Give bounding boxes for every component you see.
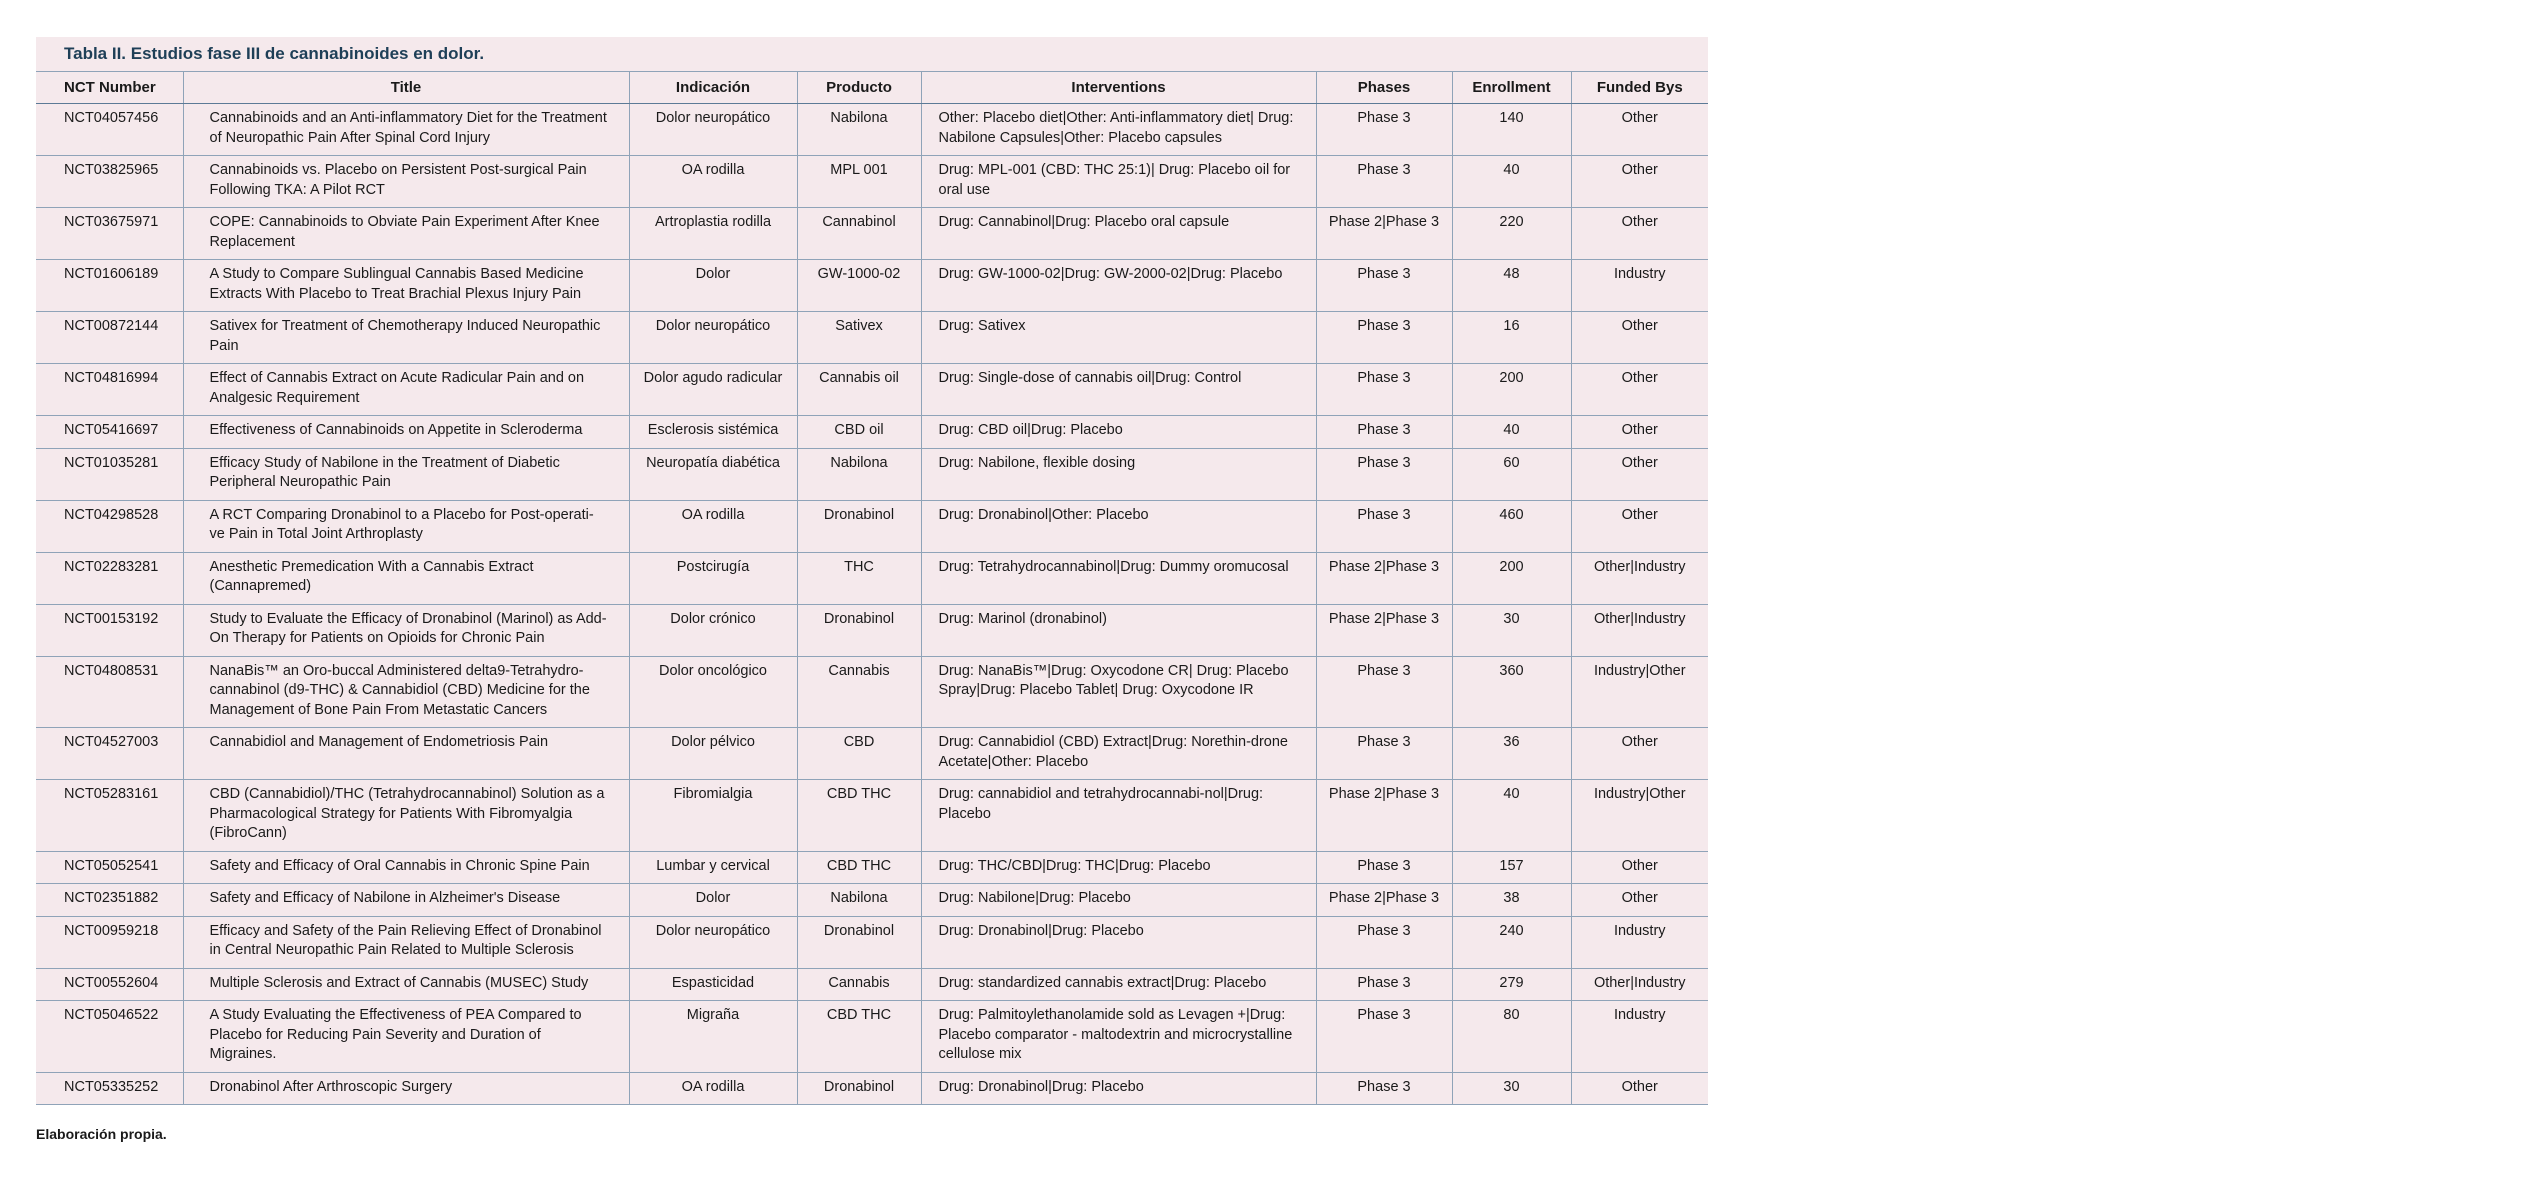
header-producto: Producto [797,72,921,104]
cell-indicacion: Lumbar y cervical [629,851,797,884]
cell-indicacion: Esclerosis sistémica [629,416,797,449]
cell-phases: Phase 3 [1316,1072,1452,1105]
table-row [36,656,1708,728]
table-row [36,312,1708,364]
cell-funded-bys: Other [1571,416,1708,449]
cell-producto: CBD THC [797,851,921,884]
cell-title: Safety and Efficacy of Nabilone in Alzheimer's Disease [183,884,629,917]
cell-indicacion: Espasticidad [629,968,797,1001]
cell-nct-number: NCT04527003 [36,728,183,780]
cell-indicacion: Dolor neuropático [629,104,797,156]
cell-title: Anesthetic Premedication With a Cannabis Extract (Cannapremed) [183,552,629,604]
cell-producto: CBD oil [797,416,921,449]
cell-nct-number: NCT05046522 [36,1001,183,1073]
cell-producto: THC [797,552,921,604]
cell-producto: Nabilona [797,884,921,917]
cell-indicacion: Dolor [629,884,797,917]
cell-interventions: Drug: Cannabidiol (CBD) Extract|Drug: Norethin-drone Acetate|Other: Placebo [921,728,1316,780]
cell-producto: Cannabis [797,656,921,728]
cell-funded-bys: Other [1571,312,1708,364]
table-row [36,916,1708,968]
header-title: Title [183,72,629,104]
cell-enrollment: 16 [1452,312,1571,364]
cell-funded-bys: Other [1571,884,1708,917]
cell-interventions: Drug: Marinol (dronabinol) [921,604,1316,656]
cell-indicacion: Neuropatía diabética [629,448,797,500]
header-enrollment: Enrollment [1452,72,1571,104]
cell-nct-number: NCT02351882 [36,884,183,917]
cell-phases: Phase 3 [1316,656,1452,728]
table-row [36,780,1708,852]
cell-title: Sativex for Treatment of Chemotherapy Induced Neuropathic Pain [183,312,629,364]
cell-producto: Sativex [797,312,921,364]
cell-phases: Phase 2|Phase 3 [1316,884,1452,917]
cell-nct-number: NCT04057456 [36,104,183,156]
cell-interventions: Drug: Single-dose of cannabis oil|Drug: Control [921,364,1316,416]
cell-indicacion: Dolor oncológico [629,656,797,728]
cell-enrollment: 200 [1452,364,1571,416]
cell-nct-number: NCT05283161 [36,780,183,852]
cell-phases: Phase 3 [1316,448,1452,500]
table-row [36,364,1708,416]
cell-phases: Phase 3 [1316,500,1452,552]
cell-enrollment: 80 [1452,1001,1571,1073]
table-caption: Tabla II. Estudios fase III de cannabinoides en dolor. [64,44,485,63]
table-row [36,728,1708,780]
cell-phases: Phase 3 [1316,916,1452,968]
cell-interventions: Drug: GW-1000-02|Drug: GW-2000-02|Drug: Placebo [921,260,1316,312]
cell-interventions: Drug: Dronabinol|Drug: Placebo [921,916,1316,968]
cell-title: NanaBis™ an Oro-buccal Administered delta9-Tetrahydro-cannabinol (d9-THC) & Cannabidiol (CBD) Medicine for the Management of Bone Pain From Metastatic Cancers [183,656,629,728]
cell-interventions: Drug: Dronabinol|Drug: Placebo [921,1072,1316,1105]
cell-funded-bys: Other [1571,364,1708,416]
table-row [36,500,1708,552]
table-body [36,104,1708,1105]
cell-funded-bys: Industry [1571,916,1708,968]
cell-indicacion: OA rodilla [629,156,797,208]
cell-funded-bys: Other|Industry [1571,604,1708,656]
cell-enrollment: 30 [1452,1072,1571,1105]
cell-producto: MPL 001 [797,156,921,208]
studies-table [36,71,1708,1105]
cell-interventions: Drug: Tetrahydrocannabinol|Drug: Dummy oromucosal [921,552,1316,604]
cell-enrollment: 360 [1452,656,1571,728]
cell-funded-bys: Other [1571,156,1708,208]
cell-enrollment: 60 [1452,448,1571,500]
cell-title: Efficacy Study of Nabilone in the Treatment of Diabetic Peripheral Neuropathic Pain [183,448,629,500]
table-row [36,1072,1708,1105]
cell-phases: Phase 3 [1316,851,1452,884]
cell-enrollment: 48 [1452,260,1571,312]
cell-interventions: Drug: Nabilone, flexible dosing [921,448,1316,500]
cell-enrollment: 200 [1452,552,1571,604]
cell-nct-number: NCT00959218 [36,916,183,968]
cell-nct-number: NCT04816994 [36,364,183,416]
cell-title: Study to Evaluate the Efficacy of Dronabinol (Marinol) as Add-On Therapy for Patients on Opioids for Chronic Pain [183,604,629,656]
cell-funded-bys: Other|Industry [1571,552,1708,604]
cell-indicacion: Dolor pélvico [629,728,797,780]
cell-producto: Nabilona [797,448,921,500]
cell-nct-number: NCT01606189 [36,260,183,312]
cell-nct-number: NCT00872144 [36,312,183,364]
cell-interventions: Drug: CBD oil|Drug: Placebo [921,416,1316,449]
table-header-row [36,72,1708,104]
cell-nct-number: NCT02283281 [36,552,183,604]
cell-interventions: Drug: Cannabinol|Drug: Placebo oral capsule [921,208,1316,260]
cell-funded-bys: Other [1571,448,1708,500]
cell-funded-bys: Other|Industry [1571,968,1708,1001]
cell-interventions: Drug: Nabilone|Drug: Placebo [921,884,1316,917]
cell-phases: Phase 3 [1316,104,1452,156]
cell-producto: Nabilona [797,104,921,156]
cell-title: A RCT Comparing Dronabinol to a Placebo for Post-operati-ve Pain in Total Joint Arthroplasty [183,500,629,552]
cell-title: A Study Evaluating the Effectiveness of PEA Compared to Placebo for Reducing Pain Severity and Duration of Migraines. [183,1001,629,1073]
cell-producto: CBD THC [797,1001,921,1073]
cell-producto: Dronabinol [797,604,921,656]
table-row [36,260,1708,312]
cell-title: Cannabinoids and an Anti-inflammatory Diet for the Treatment of Neuropathic Pain After Spinal Cord Injury [183,104,629,156]
cell-phases: Phase 3 [1316,1001,1452,1073]
cell-indicacion: Fibromialgia [629,780,797,852]
cell-enrollment: 38 [1452,884,1571,917]
header-phases: Phases [1316,72,1452,104]
table-row [36,104,1708,156]
cell-producto: Dronabinol [797,916,921,968]
cell-phases: Phase 3 [1316,156,1452,208]
cell-funded-bys: Other [1571,728,1708,780]
cell-nct-number: NCT05335252 [36,1072,183,1105]
cell-phases: Phase 2|Phase 3 [1316,780,1452,852]
cell-phases: Phase 3 [1316,260,1452,312]
cell-enrollment: 30 [1452,604,1571,656]
cell-indicacion: Dolor crónico [629,604,797,656]
cell-indicacion: Dolor [629,260,797,312]
cell-nct-number: NCT03675971 [36,208,183,260]
cell-enrollment: 40 [1452,416,1571,449]
cell-interventions: Drug: MPL-001 (CBD: THC 25:1)| Drug: Placebo oil for oral use [921,156,1316,208]
cell-phases: Phase 3 [1316,416,1452,449]
cell-funded-bys: Industry [1571,260,1708,312]
cell-title: Efficacy and Safety of the Pain Relieving Effect of Dronabinol in Central Neuropathic Pain Related to Multiple Sclerosis [183,916,629,968]
cell-producto: CBD [797,728,921,780]
table-row [36,604,1708,656]
table-row [36,552,1708,604]
cell-enrollment: 40 [1452,156,1571,208]
studies-table-block [36,37,1708,1105]
cell-producto: Cannabis [797,968,921,1001]
cell-indicacion: Dolor neuropático [629,312,797,364]
cell-producto: Cannabis oil [797,364,921,416]
cell-funded-bys: Other [1571,851,1708,884]
cell-enrollment: 279 [1452,968,1571,1001]
cell-nct-number: NCT04298528 [36,500,183,552]
cell-indicacion: Dolor agudo radicular [629,364,797,416]
table-row [36,208,1708,260]
cell-interventions: Drug: standardized cannabis extract|Drug: Placebo [921,968,1316,1001]
cell-title: Cannabidiol and Management of Endometriosis Pain [183,728,629,780]
cell-nct-number: NCT03825965 [36,156,183,208]
cell-indicacion: Artroplastia rodilla [629,208,797,260]
cell-phases: Phase 2|Phase 3 [1316,604,1452,656]
cell-nct-number: NCT00552604 [36,968,183,1001]
cell-enrollment: 140 [1452,104,1571,156]
cell-title: A Study to Compare Sublingual Cannabis Based Medicine Extracts With Placebo to Treat Brachial Plexus Injury Pain [183,260,629,312]
table-row [36,851,1708,884]
cell-phases: Phase 2|Phase 3 [1316,552,1452,604]
cell-nct-number: NCT04808531 [36,656,183,728]
table-row [36,968,1708,1001]
cell-funded-bys: Industry [1571,1001,1708,1073]
cell-enrollment: 240 [1452,916,1571,968]
table-row [36,416,1708,449]
cell-title: Safety and Efficacy of Oral Cannabis in Chronic Spine Pain [183,851,629,884]
cell-producto: Dronabinol [797,500,921,552]
cell-enrollment: 220 [1452,208,1571,260]
cell-interventions: Drug: Palmitoylethanolamide sold as Levagen +|Drug: Placebo comparator - maltodextrin and microcrystalline cellulose mix [921,1001,1316,1073]
cell-interventions: Drug: Sativex [921,312,1316,364]
cell-phases: Phase 3 [1316,968,1452,1001]
cell-title: Multiple Sclerosis and Extract of Cannabis (MUSEC) Study [183,968,629,1001]
cell-enrollment: 36 [1452,728,1571,780]
table-row [36,156,1708,208]
cell-title: Effect of Cannabis Extract on Acute Radicular Pain and on Analgesic Requirement [183,364,629,416]
table-footnote: Elaboración propia. [36,1126,167,1142]
cell-phases: Phase 3 [1316,364,1452,416]
header-interventions: Interventions [921,72,1316,104]
cell-phases: Phase 3 [1316,728,1452,780]
cell-enrollment: 40 [1452,780,1571,852]
header-nct-number: NCT Number [36,72,183,104]
cell-nct-number: NCT01035281 [36,448,183,500]
header-indicacion: Indicación [629,72,797,104]
cell-indicacion: OA rodilla [629,500,797,552]
cell-funded-bys: Other [1571,104,1708,156]
cell-producto: Dronabinol [797,1072,921,1105]
cell-title: Cannabinoids vs. Placebo on Persistent Post-surgical Pain Following TKA: A Pilot RCT [183,156,629,208]
cell-title: CBD (Cannabidiol)/THC (Tetrahydrocannabinol) Solution as a Pharmacological Strategy for Patients With Fibromyalgia (FibroCann) [183,780,629,852]
table-row [36,1001,1708,1073]
cell-producto: Cannabinol [797,208,921,260]
cell-indicacion: Postcirugía [629,552,797,604]
cell-producto: GW-1000-02 [797,260,921,312]
cell-phases: Phase 3 [1316,312,1452,364]
cell-funded-bys: Other [1571,500,1708,552]
cell-title: COPE: Cannabinoids to Obviate Pain Experiment After Knee Replacement [183,208,629,260]
cell-title: Dronabinol After Arthroscopic Surgery [183,1072,629,1105]
cell-funded-bys: Other [1571,208,1708,260]
cell-indicacion: OA rodilla [629,1072,797,1105]
cell-interventions: Other: Placebo diet|Other: Anti-inflammatory diet| Drug: Nabilone Capsules|Other: Placebo capsules [921,104,1316,156]
cell-interventions: Drug: NanaBis™|Drug: Oxycodone CR| Drug: Placebo Spray|Drug: Placebo Tablet| Drug: Oxycodone IR [921,656,1316,728]
cell-enrollment: 460 [1452,500,1571,552]
cell-title: Effectiveness of Cannabinoids on Appetite in Scleroderma [183,416,629,449]
cell-interventions: Drug: THC/CBD|Drug: THC|Drug: Placebo [921,851,1316,884]
cell-producto: CBD THC [797,780,921,852]
cell-funded-bys: Industry|Other [1571,780,1708,852]
cell-indicacion: Dolor neuropático [629,916,797,968]
header-funded-bys: Funded Bys [1571,72,1708,104]
cell-funded-bys: Industry|Other [1571,656,1708,728]
cell-nct-number: NCT05416697 [36,416,183,449]
cell-phases: Phase 2|Phase 3 [1316,208,1452,260]
cell-enrollment: 157 [1452,851,1571,884]
table-row [36,884,1708,917]
cell-interventions: Drug: Dronabinol|Other: Placebo [921,500,1316,552]
cell-nct-number: NCT05052541 [36,851,183,884]
table-row [36,448,1708,500]
cell-interventions: Drug: cannabidiol and tetrahydrocannabi-nol|Drug: Placebo [921,780,1316,852]
cell-nct-number: NCT00153192 [36,604,183,656]
cell-funded-bys: Other [1571,1072,1708,1105]
cell-indicacion: Migraña [629,1001,797,1073]
